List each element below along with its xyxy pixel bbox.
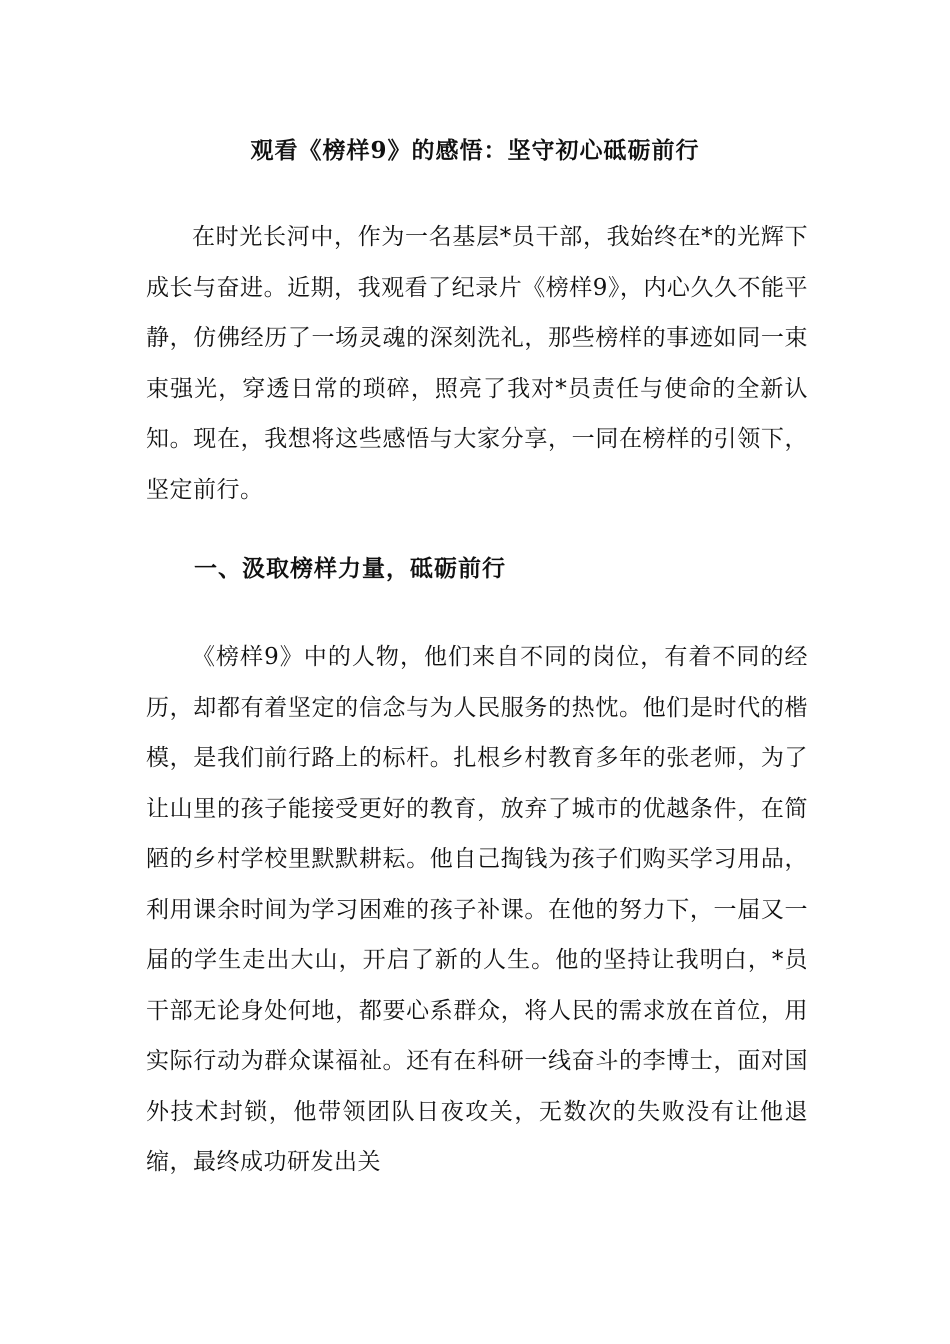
section-heading-1: 一、汲取榜样力量，砥砺前行 xyxy=(194,555,506,582)
intro-paragraph: 在时光长河中，作为一名基层*员干部，我始终在*的光辉下成长与奋进。近期，我观看了纪录片《榜样9》，内心久久不能平静，仿佛经历了一场灵魂的深刻洗礼，那些榜样的事迹如同一束束强光，穿透日常的琐碎，照亮了我对*员责任与使命的全新认知。现在，我想将这些感悟与大家分享，一同在榜样的引领下，坚定前行。 xyxy=(146,224,808,503)
section-1-paragraph: 《榜样9》中的人物，他们来自不同的岗位，有着不同的经历，却都有着坚定的信念与为人民服务的热忱。他们是时代的楷模，是我们前行路上的标杆。扎根乡村教育多年的张老师，为了让山里的孩子能接受更好的教育，放弃了城市的优越条件，在简陋的乡村学校里默默耕耘。他自己掏钱为孩子们购买学习用品，利用课余时间为学习困难的孩子补课。在他的努力下，一届又一届的学生走出大山，开启了新的人生。他的坚持让我明白，*员干部无论身处何地，都要心系群众，将人民的需求放在首位，用实际行动为群众谋福祉。还有在科研一线奋斗的李博士，面对国外技术封锁，他带领团队日夜攻关，无数次的失败没有让他退缩，最终成功研发出关 xyxy=(146,644,808,1175)
document-title: 观看《榜样9》的感悟：坚守初心砥砺前行 xyxy=(250,137,700,164)
